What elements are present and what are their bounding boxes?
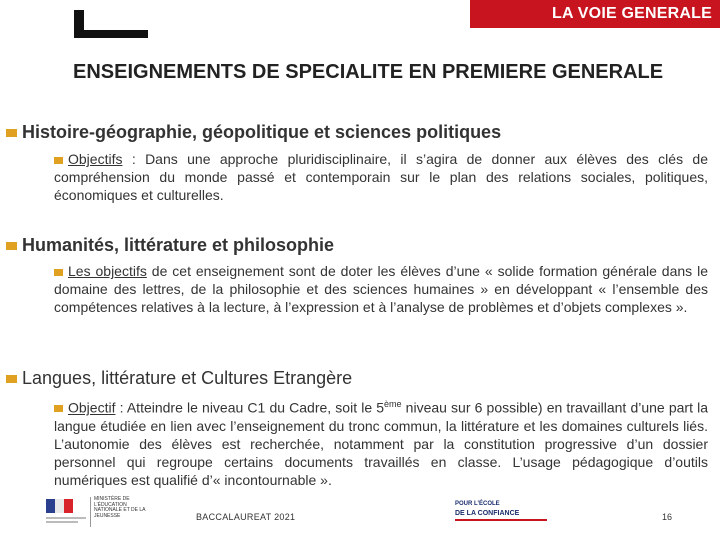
ecole-confiance-logo: POUR L’ÉCOLE DE LA CONFIANCE (455, 501, 551, 523)
bullet-icon (6, 375, 17, 383)
page-number: 16 (662, 512, 673, 522)
lead-label: Objectif (68, 399, 116, 416)
bullet-icon (54, 405, 63, 412)
corner-bracket-logo (74, 10, 148, 38)
slide-title: ENSEIGNEMENTS DE SPECIALITE EN PREMIERE GENERALE (73, 61, 664, 83)
ministry-name: MINISTÈRE DE L’ÉDUCATION NATIONALE ET DE LA JEUNESSE (94, 496, 146, 519)
ministry-logo (46, 497, 156, 527)
section-banner (470, 0, 720, 28)
lead-label: Objectifs (68, 151, 123, 167)
banner-text: LA VOIE GENERALE (552, 5, 712, 22)
bullet-icon (54, 269, 63, 276)
section-text-langues: Objectif : Atteindre le niveau C1 du Cadre, soit le 5ème niveau sur 6 possible) en travaillant d’une part la langue étudiée en lien avec l’enseignement du tronc commun, la littérature et les domaines culturels liés. L’autonomie des élèves est recherchée, notamment par la constitution progressive d’un dossier personnel qui regroupe certains documents travaillés en classe. L’usage pédagogique d’outils numériques est qualifié d’« incontournable ». (54, 399, 708, 488)
bullet-icon (6, 242, 17, 250)
lead-label: Les objectifs (68, 263, 147, 279)
footer-title: BACCALAUREAT 2021 (196, 512, 296, 522)
section-heading-histoire: Histoire-géographie, géopolitique et sciences politiques (6, 122, 501, 143)
section-text-humanites: Les objectifs de cet enseignement sont de doter les élèves d’une « solide formation générale dans le domaine des lettres, de la philosophie et des sciences humaines » en développant « l’ensemble des compétences relatives à la lecture, à l’expression et à l’analyse de problèmes et d’objets complexes ». (54, 263, 708, 315)
section-heading-humanites: Humanités, littérature et philosophie (6, 235, 334, 256)
bullet-icon (6, 129, 17, 137)
bullet-icon (54, 157, 63, 164)
section-text-histoire: Objectifs : Dans une approche pluridisciplinaire, il s’agira de donner aux élèves des clés de compréhension du monde passé et contemporain sur le plan des relations sociales, politiques, économiques et culturelles. (54, 151, 708, 203)
section-heading-langues: Langues, littérature et Cultures Etrangère (6, 368, 352, 389)
